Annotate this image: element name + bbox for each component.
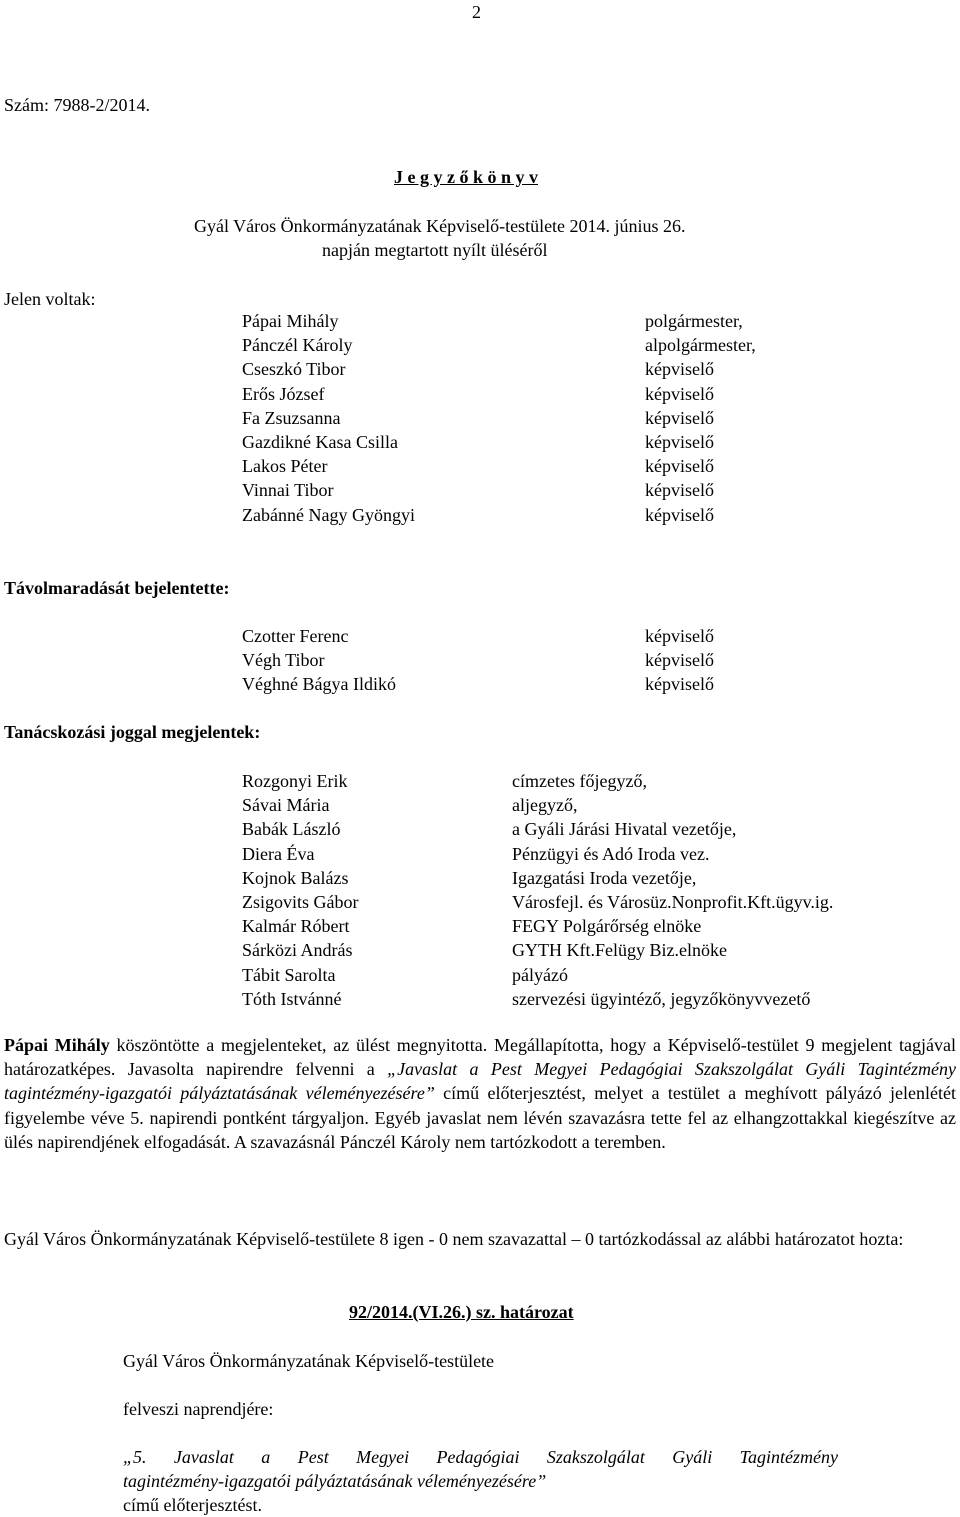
present-member-role: képviselő xyxy=(645,359,714,380)
absent-member-role: képviselő xyxy=(645,626,714,646)
present-member-name: Zabánné Nagy Gyöngyi xyxy=(242,504,415,525)
paragraph-text-b: című előterjesztést, melyet a testület a meghívott pályázó jelenlétét figyelembe véve 5. napirendi pontként tárgyaljon. Egyéb javaslat nem lévén szavazásra tette fel az elhangzottakkal kiegészítve az ülés napirendjének elfogadását. A szavazásnál Pánczél Károly nem tartózkodott a teremben. xyxy=(4,1083,956,1152)
present-member-role: képviselő xyxy=(645,432,714,453)
present-member-name: Lakos Péter xyxy=(242,456,328,477)
advisory-roles xyxy=(512,769,833,1011)
opening-paragraph xyxy=(4,1033,956,1154)
advisory-attendee-role: GYTH Kft.Felügy Biz.elnöke xyxy=(512,940,727,961)
advisory-attendee-name: Babák László xyxy=(242,819,341,840)
present-member-role: polgármester, xyxy=(645,311,743,331)
absent-member-role: képviselő xyxy=(645,674,714,695)
absent-member-name: Véghné Bágya Ildikó xyxy=(242,674,396,695)
advisory-attendee-role: pályázó xyxy=(512,964,568,985)
advisory-attendee-role: Igazgatási Iroda vezetője, xyxy=(512,867,697,888)
advisory-attendee-name: Tábit Sarolta xyxy=(242,964,336,985)
absent-names xyxy=(242,624,396,697)
session-subtitle-line2: napján megtartott nyílt üléséről xyxy=(322,240,548,260)
present-member-role: képviselő xyxy=(645,480,714,501)
advisory-attendee-role: FEGY Polgárőrség elnöke xyxy=(512,916,702,937)
present-member-name: Erős József xyxy=(242,383,325,404)
advisory-attendee-role: Pénzügyi és Adó Iroda vez. xyxy=(512,843,710,864)
agenda-item-italic: „Javaslat a Pest Megyei Pedagógiai Szakszolgálat Gyáli Tagintézmény tagintézmény-igazgatói pályáztatásának véleményezésére” xyxy=(4,1059,956,1104)
advisory-attendee-role: szervezési ügyintéző, jegyzőkönyvvezető xyxy=(512,988,811,1009)
advisory-attendee-name: Kalmár Róbert xyxy=(242,916,350,937)
advisory-heading: Tanácskozási joggal megjelentek: xyxy=(4,722,261,742)
present-member-name: Cseszkó Tibor xyxy=(242,359,346,380)
page-number: 2 xyxy=(472,2,481,22)
advisory-attendee-role: aljegyző, xyxy=(512,795,578,816)
speaker-name: Pápai Mihály xyxy=(4,1035,110,1055)
advisory-attendee-name: Kojnok Balázs xyxy=(242,867,349,888)
advisory-attendee-name: Diera Éva xyxy=(242,843,315,864)
present-member-role: képviselő xyxy=(645,383,714,404)
present-roles xyxy=(645,309,756,527)
vote-paragraph: Gyál Város Önkormányzatának Képviselő-testülete 8 igen - 0 nem szavazattal – 0 tartózkodással az alábbi határozatot hozta: xyxy=(4,1229,904,1249)
resolution-item-line3: című előterjesztést. xyxy=(123,1495,262,1515)
absent-roles xyxy=(645,624,714,697)
resolution-decision: felveszi naprendjére: xyxy=(123,1399,274,1419)
document-title: J e g y z ő k ö n y v xyxy=(394,167,538,187)
advisory-attendee-name: Sárközi András xyxy=(242,940,353,961)
paragraph-text-a: köszöntötte a megjelenteket, az ülést megnyitotta. Megállapította, hogy a Képviselő-testület 9 megjelent tagjával határozatképes. Javasolta napirendre felvenni a xyxy=(4,1035,956,1080)
advisory-attendee-name: Rozgonyi Erik xyxy=(242,771,348,791)
resolution-title: 92/2014.(VI.26.) sz. határozat xyxy=(349,1302,574,1322)
absent-member-name: Czotter Ferenc xyxy=(242,626,349,646)
advisory-attendee-name: Zsigovits Gábor xyxy=(242,892,359,913)
present-member-name: Fa Zsuzsanna xyxy=(242,407,341,428)
absent-heading: Távolmaradását bejelentette: xyxy=(4,578,230,598)
present-member-name: Pánczél Károly xyxy=(242,335,353,356)
present-member-name: Gazdikné Kasa Csilla xyxy=(242,432,398,453)
session-subtitle-line1: Gyál Város Önkormányzatának Képviselő-testülete 2014. június 26. xyxy=(194,216,686,236)
present-member-role: képviselő xyxy=(645,407,714,428)
present-names xyxy=(242,309,415,527)
present-member-name: Pápai Mihály xyxy=(242,311,339,331)
present-heading: Jelen voltak: xyxy=(4,289,96,309)
advisory-attendee-role: Városfejl. és Városüz.Nonprofit.Kft.ügyv.ig. xyxy=(512,892,834,913)
absent-member-role: képviselő xyxy=(645,650,714,671)
resolution-item-line2: tagintézmény-igazgatói pályáztatásának véleményezésére” xyxy=(123,1471,547,1491)
advisory-attendee-name: Sávai Mária xyxy=(242,795,330,816)
present-member-role: képviselő xyxy=(645,456,714,477)
present-member-role: alpolgármester, xyxy=(645,335,756,356)
resolution-item-line1: „5. Javaslat a Pest Megyei Pedagógiai Szakszolgálat Gyáli Tagintézmény xyxy=(123,1447,838,1467)
document-number: Szám: 7988-2/2014. xyxy=(4,95,150,115)
present-member-name: Vinnai Tibor xyxy=(242,480,334,501)
present-member-role: képviselő xyxy=(645,504,714,525)
absent-member-name: Végh Tibor xyxy=(242,650,325,671)
resolution-body: Gyál Város Önkormányzatának Képviselő-testülete xyxy=(123,1351,495,1371)
advisory-names xyxy=(242,769,359,1011)
advisory-attendee-name: Tóth Istvánné xyxy=(242,988,342,1009)
advisory-attendee-role: címzetes főjegyző, xyxy=(512,771,647,791)
advisory-attendee-role: a Gyáli Járási Hivatal vezetője, xyxy=(512,819,737,840)
